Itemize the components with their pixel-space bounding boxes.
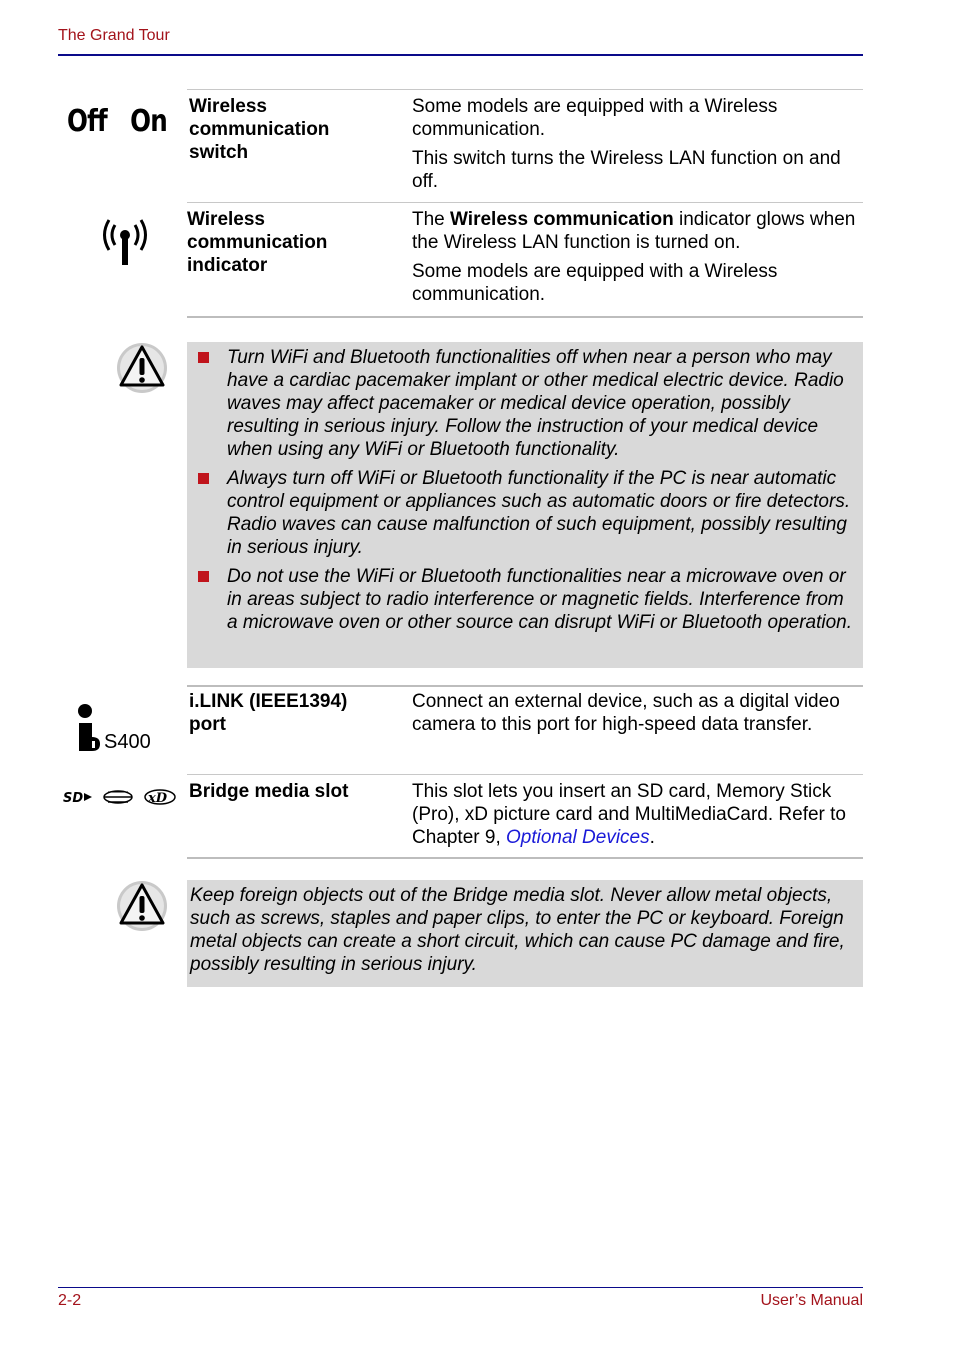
warning-text: Do not use the WiFi or Bluetooth functionalities near a microwave oven or in areas subject to radio interference or magnetic fields. Interference from a microwave oven or other source can disrupt WiFi or Bluetooth operation. <box>227 566 853 633</box>
footer-rule <box>58 1287 863 1288</box>
text-run: . <box>649 827 655 848</box>
desc-bridge-media-slot <box>412 780 857 855</box>
bold-text: Wireless communication <box>450 209 674 230</box>
desc-paragraph <box>412 208 857 254</box>
ilink-icon <box>76 703 102 753</box>
bullet-square-icon <box>198 473 209 484</box>
switch-off-label: Off <box>67 104 107 139</box>
off-on-switch-icon <box>67 104 167 139</box>
table-rule <box>187 685 863 687</box>
table-rule <box>187 857 863 859</box>
bullet-square-icon <box>198 571 209 582</box>
sd-logo-icon <box>63 791 92 806</box>
wireless-antenna-icon <box>100 215 150 267</box>
text-run: This slot lets you insert an SD card, Memory Stick (Pro), xD picture card and MultiMediaCard. Refer to Chapter 9, <box>412 781 846 848</box>
warning-bullet <box>193 467 857 559</box>
warning-bullet <box>193 346 857 461</box>
desc-paragraph: Some models are equipped with a Wireless communication. <box>412 96 778 140</box>
desc-wireless-indicator <box>412 208 857 312</box>
warning-text: Always turn off WiFi or Bluetooth functionality if the PC is near automatic control equipment or appliances such as automatic doors or fire detectors. Radio waves can cause malfunction of such equipment, possibly resulting in serious injury. <box>227 468 851 558</box>
manual-title: User’s Manual <box>760 1292 863 1309</box>
term-ilink-port: i.LINK (IEEE1394) port <box>189 691 348 735</box>
text-run: The <box>412 209 451 230</box>
svg-text:xD: xD <box>148 791 168 806</box>
ilink-speed-label: S400 <box>104 731 151 753</box>
term-wireless-indicator: Wireless communication indicator <box>187 209 328 276</box>
header-rule <box>58 54 863 56</box>
page-number: 2-2 <box>58 1292 82 1309</box>
desc-ilink-port <box>412 690 857 742</box>
svg-text:SD: SD <box>63 791 84 806</box>
desc-paragraph: Connect an external device, such as a digital video camera to this port for high-speed data transfer. <box>412 691 840 735</box>
switch-on-label: On <box>130 104 167 139</box>
warning-icon <box>116 342 168 394</box>
desc-paragraph <box>412 780 857 849</box>
warning-text: Turn WiFi and Bluetooth functionalities off when near a person who may have a cardiac pacemaker implant or other medical electric device. Radio waves may affect pacemaker or medical device operation, possibly resulting in serious injury. Follow the instruction of your medical device when using any WiFi or Bluetooth functionality. <box>227 347 844 460</box>
xd-logo-icon <box>145 790 175 806</box>
term-wireless-switch: Wireless communication switch <box>189 96 330 163</box>
text-run: indicator glows when the Wireless LAN function is turned on. <box>412 209 856 253</box>
table-rule <box>187 774 863 775</box>
term-bridge-media-slot: Bridge media slot <box>189 781 349 802</box>
warning-box <box>187 880 863 987</box>
table-rule <box>187 89 863 90</box>
desc-paragraph: Some models are equipped with a Wireless communication. <box>412 261 778 305</box>
desc-wireless-switch <box>412 95 857 199</box>
optional-devices-link[interactable]: Optional Devices <box>506 827 650 848</box>
table-rule <box>187 202 863 203</box>
table-rule <box>187 316 863 318</box>
bullet-square-icon <box>198 352 209 363</box>
warning-icon <box>116 880 168 932</box>
desc-paragraph: This switch turns the Wireless LAN function on and off. <box>412 148 841 192</box>
running-header: The Grand Tour <box>58 27 170 44</box>
warning-box <box>187 342 863 668</box>
memory-card-logos-icon <box>62 787 176 807</box>
memory-stick-logo-icon <box>104 791 132 803</box>
warning-text: Keep foreign objects out of the Bridge media slot. Never allow metal objects, such as screws, staples and paper clips, to enter the PC or keyboard. Foreign metal objects can create a short circuit, which can cause PC damage and fire, possibly resulting in serious injury. <box>190 885 845 975</box>
warning-bullet <box>193 565 857 634</box>
